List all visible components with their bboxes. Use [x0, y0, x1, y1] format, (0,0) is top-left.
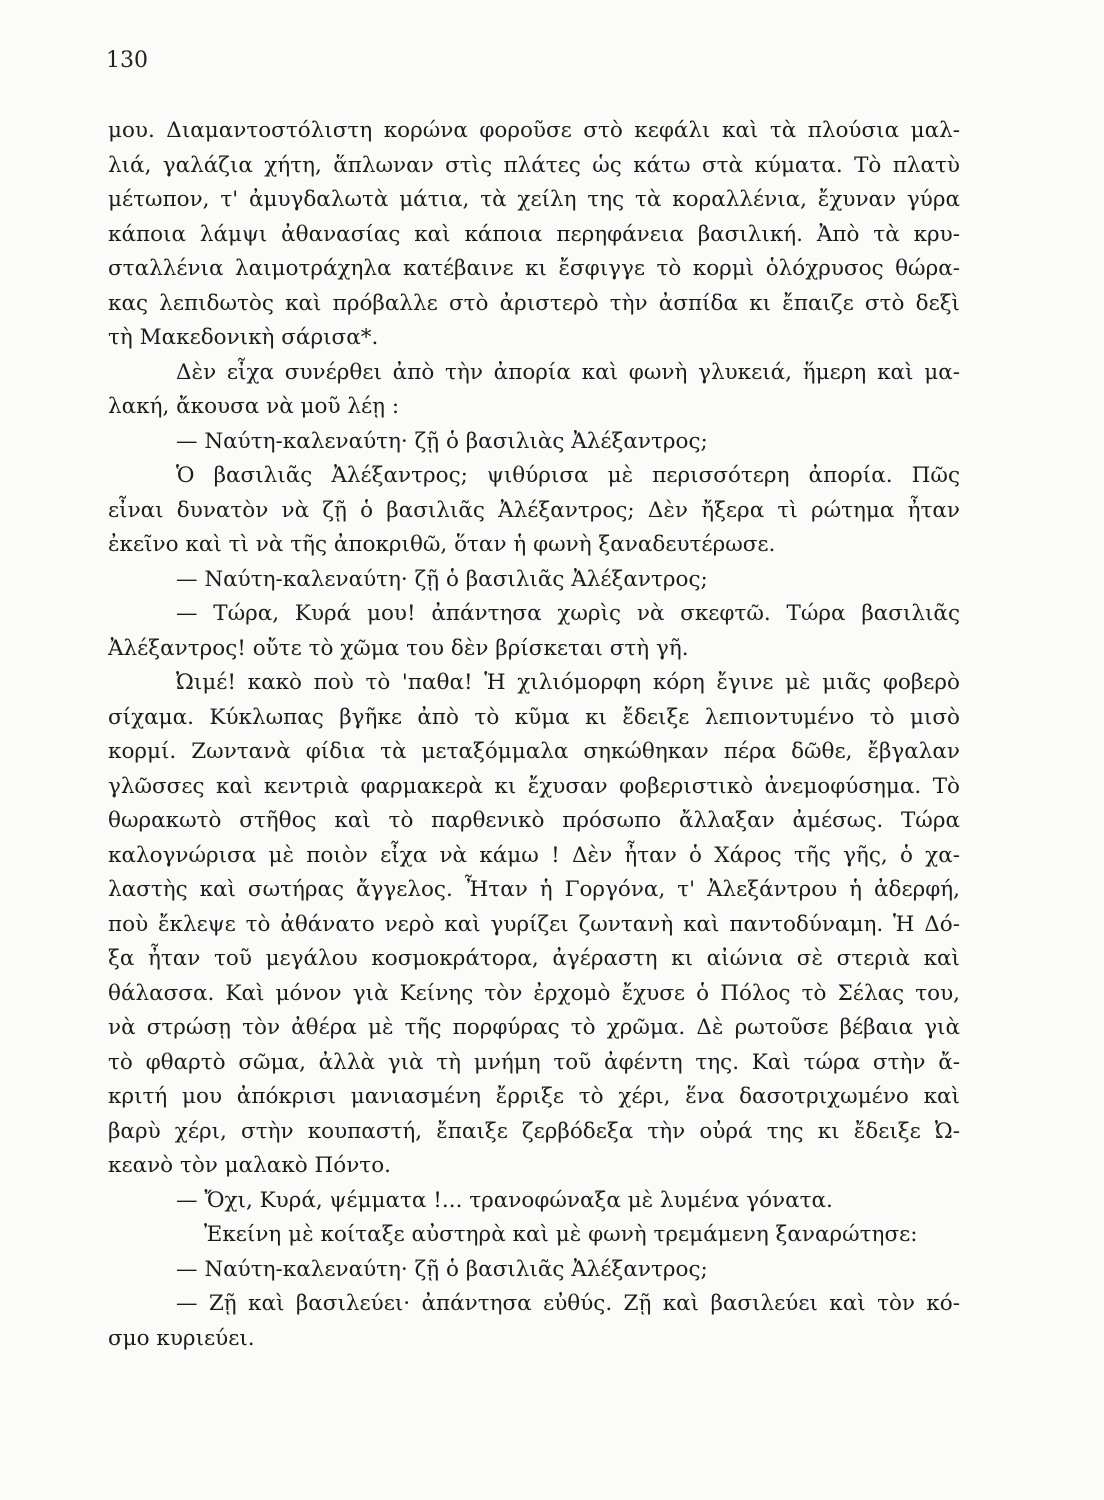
- text-line: τὴ Μακεδονικὴ σάρισα*.: [108, 325, 379, 350]
- text-line: γλῶσσες καὶ κεντριὰ φαρμακερὰ κι ἔχυσαν φοβεριστικὸ ἀνεμοφύσημα. Τὸ: [108, 773, 960, 799]
- dialogue-line: — Ζῇ καὶ βασιλεύει· ἀπάντησα εὐθύς. Ζῇ καὶ βασιλεύει καὶ τὸν κό-: [176, 1291, 960, 1316]
- text-line: σμο κυριεύει.: [108, 1325, 255, 1351]
- text-line: κας λεπιδωτὸς καὶ πρόβαλλε στὸ ἀριστερὸ τὴν ἀσπίδα κι ἔπαιζε στὸ δεξὶ: [108, 290, 960, 316]
- page-number: 130: [106, 48, 148, 73]
- dialogue-line: — Τώρα, Κυρά μου! ἀπάντησα χωρὶς νὰ σκεφτῶ. Τώρα βασιλιᾶς: [176, 601, 960, 626]
- text-line: Ἐκείνη μὲ κοίταξε αὐστηρὰ καὶ μὲ φωνὴ τρεμάμενη ξαναρώτησε:: [204, 1222, 918, 1247]
- dialogue-line: — Ὄχι, Κυρά, ψέμματα !... τρανοφώναξα μὲ λυμένα γόνατα.: [176, 1187, 833, 1213]
- dialogue-line: — Ναύτη-καλεναύτη· ζῇ ὁ βασιλιὰς Ἀλέξαντρος;: [176, 428, 708, 454]
- text-line: Ὁ βασιλιᾶς Ἀλέξαντρος; ψιθύρισα μὲ περισσότερη ἀπορία. Πῶς: [176, 463, 960, 488]
- text-line: κορμί. Ζωντανὰ φίδια τὰ μεταξόμμαλα σηκώθηκαν πέρα δῶθε, ἔβγαλαν: [108, 739, 960, 764]
- body-text: [108, 114, 960, 1356]
- text-line: σίχαμα. Κύκλωπας βγῆκε ἀπὸ τὸ κῦμα κι ἔδειξε λεπιοντυμένο τὸ μισὸ: [108, 704, 960, 730]
- text-line: σταλλένια λαιμοτράχηλα κατέβαινε κι ἔσφιγγε τὸ κορμὶ ὁλόχρυσος θώρα-: [108, 256, 960, 281]
- text-line: ἐκεῖνο καὶ τὶ νὰ τῆς ἀποκριθῶ, ὅταν ἡ φωνὴ ξαναδευτέρωσε.: [108, 532, 776, 557]
- dialogue-line: — Ναύτη-καλεναύτη· ζῇ ὁ βασιλιᾶς Ἀλέξαντρος;: [176, 1256, 708, 1282]
- text-line: τὸ φθαρτὸ σῶμα, ἀλλὰ γιὰ τὴ μνήμη τοῦ ἀφέντη της. Καὶ τώρα στὴν ἄ-: [108, 1049, 960, 1075]
- text-line: Ἀλέξαντρος! οὔτε τὸ χῶμα του δὲν βρίσκεται στὴ γῆ.: [108, 635, 689, 661]
- text-line: κριτή μου ἀπόκρισι μανιασμένη ἔρριξε τὸ χέρι, ἕνα δασοτριχωμένο καὶ: [108, 1084, 960, 1109]
- text-line: μου. Διαμαντοστόλιστη κορώνα φοροῦσε στὸ κεφάλι καὶ τὰ πλούσια μαλ-: [108, 118, 960, 143]
- text-line: λαστὴς καὶ σωτήρας ἄγγελος. Ἦταν ἡ Γοργόνα, τ' Ἀλεξάντρου ἡ ἀδερφή,: [108, 877, 960, 902]
- text-line: ξα ἦταν τοῦ μεγάλου κοσμοκράτορα, ἀγέραστη κι αἰώνια σὲ στεριὰ καὶ: [108, 946, 960, 971]
- text-line: Δὲν εἶχα συνέρθει ἀπὸ τὴν ἀπορία καὶ φωνὴ γλυκειά, ἥμερη καὶ μα-: [176, 359, 960, 385]
- text-line: βαρὺ χέρι, στὴν κουπαστή, ἔπαιξε ζερβόδεξα τὴν οὐρά της κι ἔδειξε Ὠ-: [108, 1118, 960, 1144]
- text-line: θάλασσα. Καὶ μόνον γιὰ Κείνης τὸν ἐρχομὸ ἔχυσε ὁ Πόλος τὸ Σέλας του,: [108, 980, 960, 1006]
- text-line: λιά, γαλάζια χήτη, ἅπλωναν στὶς πλάτες ὡς κάτω στὰ κύματα. Τὸ πλατὺ: [108, 152, 960, 178]
- dialogue-line: — Ναύτη-καλεναύτη· ζῇ ὁ βασιλιᾶς Ἀλέξαντρος;: [176, 566, 708, 592]
- text-line: μέτωπον, τ' ἀμυγδαλωτὰ μάτια, τὰ χείλη της τὰ κοραλλένια, ἔχυναν γύρα: [108, 187, 960, 212]
- text-line: λακή, ἄκουσα νὰ μοῦ λέῃ :: [108, 394, 400, 419]
- text-line: νὰ στρώσῃ τὸν ἀθέρα μὲ τῆς πορφύρας τὸ χρῶμα. Δὲ ρωτοῦσε βέβαια γιὰ: [108, 1015, 960, 1040]
- text-line: κάποια λάμψι ἀθανασίας καὶ κάποια περηφάνεια βασιλική. Ἀπὸ τὰ κρυ-: [108, 221, 960, 247]
- text-line: καλογνώρισα μὲ ποιὸν εἶχα νὰ κάμω ! Δὲν ἦταν ὁ Χάρος τῆς γῆς, ὁ χα-: [108, 842, 960, 868]
- text-line: εἶναι δυνατὸν νὰ ζῇ ὁ βασιλιᾶς Ἀλέξαντρος; Δὲν ἤξερα τὶ ρώτημα ἦταν: [108, 497, 960, 523]
- text-line: θωρακωτὸ στῆθος καὶ τὸ παρθενικὸ πρόσωπο ἄλλαξαν ἀμέσως. Τώρα: [108, 808, 960, 833]
- text-line: Ὠιμέ! κακὸ ποὺ τὸ 'παθα! Ἡ χιλιόμορφη κόρη ἔγινε μὲ μιᾶς φοβερὸ: [176, 670, 960, 695]
- text-line: κεανὸ τὸν μαλακὸ Πόντο.: [108, 1153, 391, 1178]
- text-line: ποὺ ἔκλεψε τὸ ἀθάνατο νερὸ καὶ γυρίζει ζωντανὴ καὶ παντοδύναμη. Ἡ Δό-: [108, 911, 960, 937]
